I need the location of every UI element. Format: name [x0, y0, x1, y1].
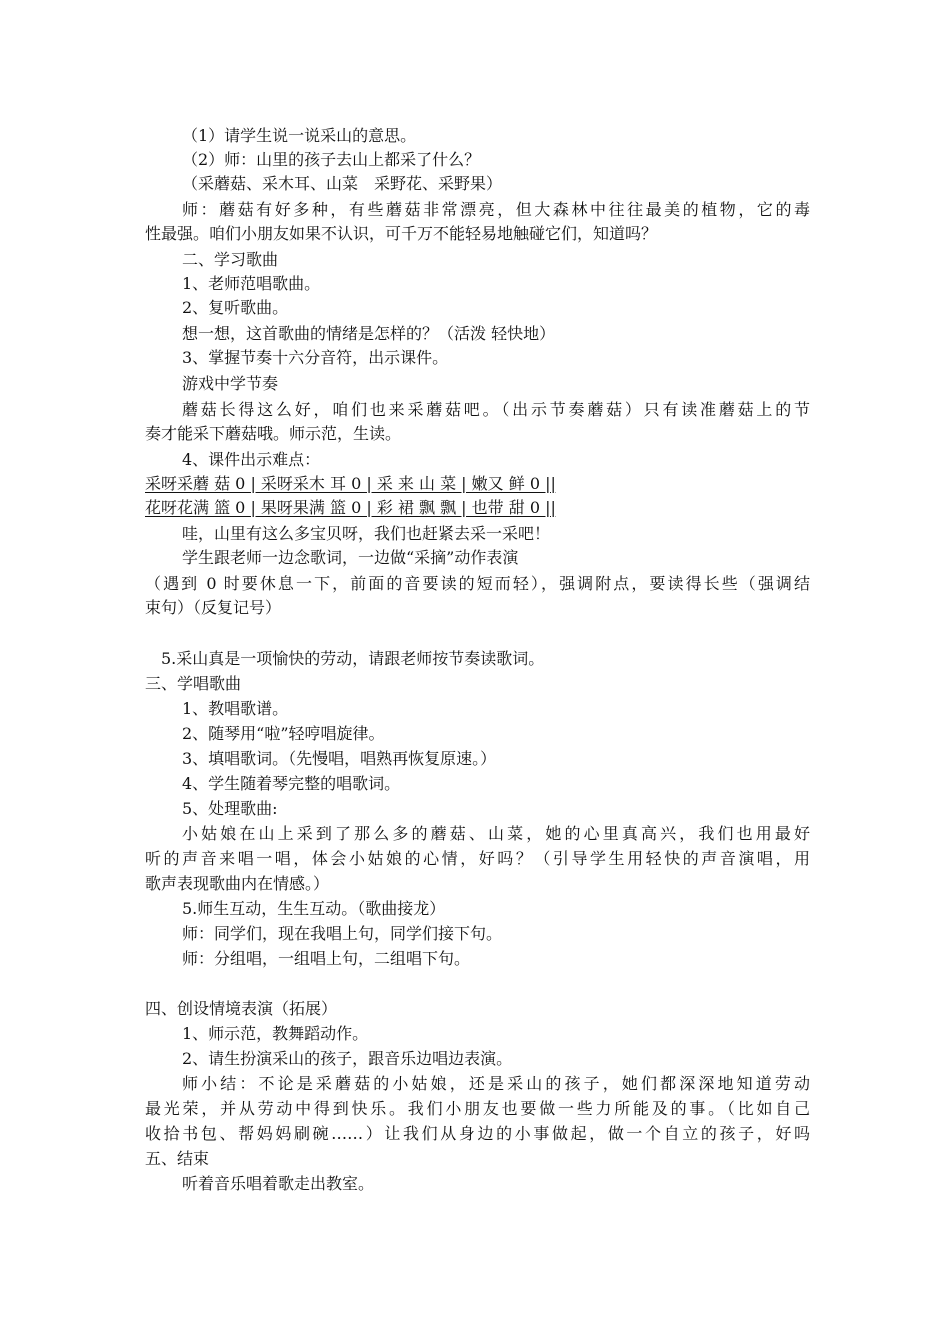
section-heading: 四、创设情境表演（拓展） [145, 999, 338, 1018]
paragraph-line: 听的声音来唱一唱，体会小姑娘的心情，好吗？（引导学生用轻快的声音演唱，用 [145, 849, 810, 868]
section-heading: 二、学习歌曲 [182, 250, 279, 269]
rhythm-line-2: 花呀花满 篮 0 | 果呀果满 篮 0 | 彩 裙 飘 飘 | 也带 甜 0 || [145, 498, 556, 517]
paragraph-line: （采蘑菇、采木耳、山菜 采野花、采野果） [182, 174, 503, 193]
paragraph-line: 听着音乐唱着歌走出教室。 [182, 1174, 375, 1193]
list-item: 4、学生随着琴完整的唱歌词。 [182, 774, 401, 793]
paragraph-line: 游戏中学节奏 [182, 374, 279, 393]
paragraph-line: 最光荣，并从劳动中得到快乐。我们小朋友也要做一些力所能及的事。（比如自己 [145, 1099, 810, 1118]
paragraph-line: 师：同学们，现在我唱上句，同学们接下句。 [182, 924, 503, 943]
list-item: 3、填唱歌词。（先慢唱，唱熟再恢复原速。） [182, 749, 497, 768]
paragraph-line: （1）请学生说一说采山的意思。 [182, 126, 417, 145]
section-heading: 五、结束 [145, 1149, 210, 1168]
list-item: 1、教唱歌谱。 [182, 699, 289, 718]
list-item: 2、随琴用“啦”轻哼唱旋律。 [182, 724, 385, 743]
paragraph-line: 学生跟老师一边念歌词，一边做“采摘”动作表演 [182, 548, 519, 567]
section-heading: 三、学唱歌曲 [145, 674, 242, 693]
paragraph-line: 师：蘑菇有好多种，有些蘑菇非常漂亮，但大森林中往往最美的植物，它的毒 [182, 200, 810, 219]
paragraph-line: （2）师：山里的孩子去山上都采了什么？ [182, 150, 481, 169]
list-item: 2、请生扮演采山的孩子，跟音乐边唱边表演。 [182, 1049, 513, 1068]
paragraph-line: 蘑菇长得这么好，咱们也来采蘑菇吧。（出示节奏蘑菇）只有读准蘑菇上的节 [182, 400, 810, 419]
rhythm-line-1: 采呀采蘑 菇 0 | 采呀采木 耳 0 | 采 来 山 菜 | 嫩又 鲜 0 || [145, 474, 556, 493]
paragraph-line: 5.采山真是一项愉快的劳动，请跟老师按节奏读歌词。 [161, 649, 545, 668]
list-item: 2、复听歌曲。 [182, 298, 289, 317]
list-item: 5、处理歌曲: [182, 799, 278, 818]
paragraph-line: 小姑娘在山上采到了那么多的蘑菇、山菜，她的心里真高兴，我们也用最好 [182, 824, 810, 843]
paragraph-line: 性最强。咱们小朋友如果不认识，可千万不能轻易地触碰它们，知道吗？ [145, 224, 658, 243]
list-item: 3、掌握节奏十六分音符，出示课件。 [182, 348, 449, 367]
paragraph-line: 想一想，这首歌曲的情绪是怎样的？（活泼 轻快地） [182, 324, 556, 343]
paragraph-line: 师小结：不论是采蘑菇的小姑娘，还是采山的孩子，她们都深深地知道劳动 [182, 1074, 810, 1093]
list-item: 1、师示范，教舞蹈动作。 [182, 1024, 369, 1043]
list-item: 5.师生互动，生生互动。（歌曲接龙） [182, 899, 446, 918]
paragraph-line: 歌声表现歌曲内在情感。） [145, 874, 330, 893]
paragraph-line: 收拾书包、帮妈妈刷碗……）让我们从身边的小事做起，做一个自立的孩子，好吗 [145, 1124, 810, 1143]
list-item: 4、课件出示难点： [182, 450, 321, 469]
paragraph-line: 师：分组唱，一组唱上句，二组唱下句。 [182, 949, 471, 968]
paragraph-line: （遇到 0 时要休息一下，前面的音要读的短而轻），强调附点，要读得长些（强调结 [145, 574, 810, 593]
paragraph-line: 哇，山里有这么多宝贝呀，我们也赶紧去采一采吧！ [182, 524, 551, 543]
list-item: 1、老师范唱歌曲。 [182, 274, 321, 293]
paragraph-line: 奏才能采下蘑菇哦。师示范，生读。 [145, 424, 402, 443]
paragraph-line: 束句）（反复记号） [145, 598, 282, 617]
